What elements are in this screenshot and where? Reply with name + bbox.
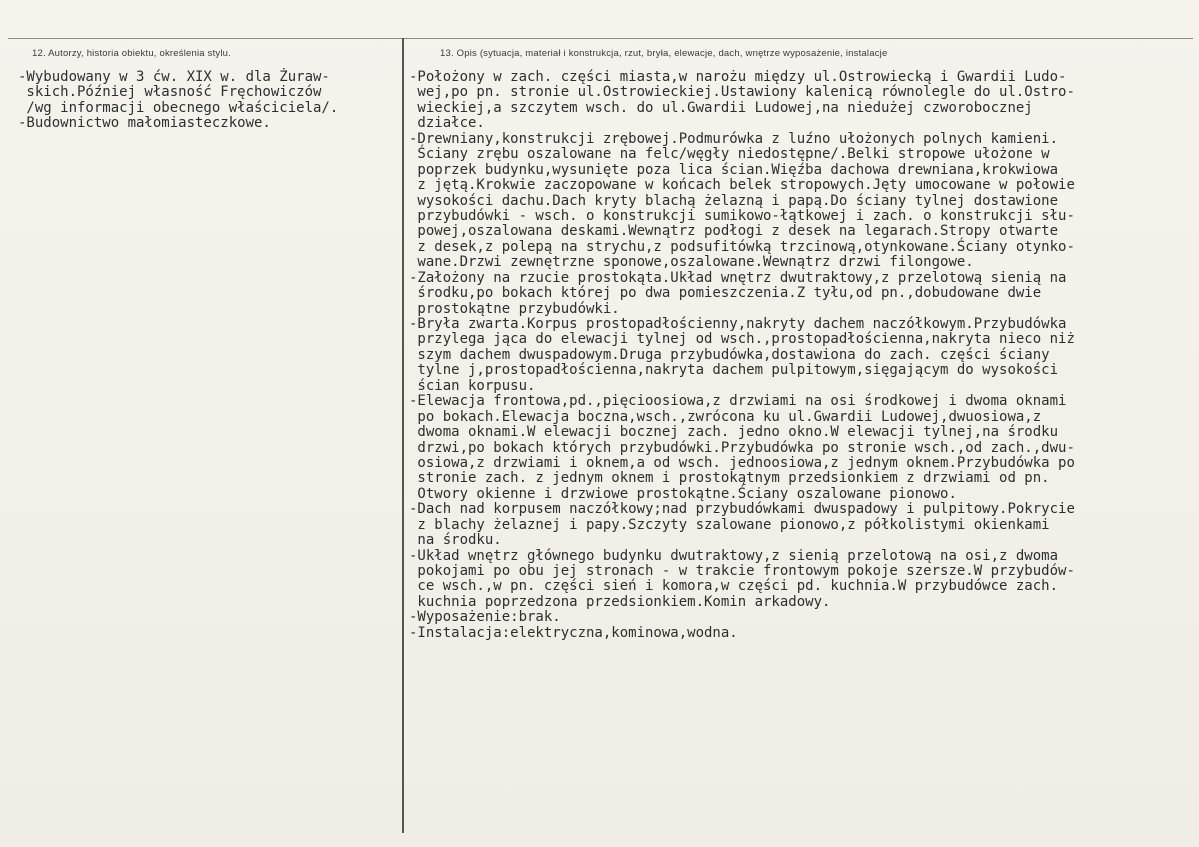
section-13-line: -Drewniany,konstrukcji zrębowej.Podmurówka z luźno ułożonych polnych kamieni. — [409, 130, 1059, 147]
section-12-heading: 12. Autorzy, historia obiektu, określenia stylu. — [32, 48, 231, 59]
section-13-line: przylega jąca do elewacji tylnej od wsch.,prostopadłościenna,nakryta nieco niż — [409, 331, 1075, 348]
section-12-line: -Wybudowany w 3 ćw. XIX w. dla Żuraw- — [18, 69, 330, 85]
column-divider — [402, 38, 404, 833]
section-13-line: pokojami po obu jej stronach - w trakcie frontowym pokoje szersze.W przybudów- — [409, 563, 1075, 579]
top-rule — [8, 38, 1193, 39]
section-12-line: skich.Później własność Fręchowiczów — [18, 84, 322, 101]
section-13-line: -Układ wnętrz głównego budynku dwutraktowy,z sienią przelotową na osi,z dwoma — [409, 547, 1059, 564]
section-13-heading: 13. Opis (sytuacja, materiał i konstrukcja, rzut, bryła, elewacje, dach, wnętrze wyposażenie, instalacje — [440, 48, 888, 59]
section-13-line: z desek,z polepą na strychu,z podsufitówką trzcinową,otynkowane.Ściany otynko- — [409, 238, 1075, 255]
section-13-line: z jętą.Krokwie zaczopowane w końcach belek stropowych.Jęty umocowane w połowie — [409, 177, 1075, 194]
section-13-line: ścian korpusu. — [409, 377, 536, 394]
section-13-line: powej,oszalowana deskami.Wewnątrz podłogi z desek na legarach.Stropy otwarte — [409, 223, 1059, 240]
section-13-line: po bokach.Elewacja boczna,wsch.,zwrócona ku ul.Gwardii Ludowej,dwuosiowa,z — [409, 408, 1042, 425]
section-13-line: -Bryła zwarta.Korpus prostopadłościenny,nakryty dachem naczółkowym.Przybudówka — [409, 316, 1067, 332]
section-13-line: przybudówki - wsch. o konstrukcji sumikowo-łątkowej i zach. o konstrukcji słu- — [409, 207, 1075, 224]
section-13-line: działce. — [409, 115, 485, 132]
section-13-line: ce wsch.,w pn. części sień i komora,w części pd. kuchnia.W przybudówce zach. — [409, 578, 1059, 595]
section-13-line: osiowa,z drzwiami i oknem,a od wsch. jednoosiowa,z jednym oknem.Przybudówka po — [409, 454, 1075, 471]
section-13-line: wane.Drzwi zewnętrzne sponowe,oszalowane.Wewnątrz drzwi filongowe. — [409, 254, 974, 271]
section-13-line: Otwory okienne i drzwiowe prostokątne.Ściany oszalowane pionowo. — [409, 485, 957, 502]
section-13-line: prostokątne przybudówki. — [409, 300, 620, 317]
section-13-line: kuchnia poprzedzona przedsionkiem.Komin arkadowy. — [409, 593, 831, 610]
section-12-line: /wg informacji obecnego właściciela/. — [18, 99, 339, 116]
section-13-line: na środku. — [409, 532, 502, 549]
section-13-line: wej,po pn. stronie ul.Ostrowieckiej.Ustawiony kalenicą równolegle do ul.Ostro- — [409, 84, 1075, 101]
section-13-line: środku,po bokach której po dwa pomieszczenia.Z tyłu,od pn.,dobudowane dwie — [409, 285, 1042, 302]
section-13-line: tylne j,prostopadłościenna,nakryta dachem pulpitowym,sięgającym do wysokości — [409, 362, 1059, 379]
section-13-line: dwoma oknami.W elewacji bocznej zach. jedno okno.W elewacji tylnej,na środku — [409, 424, 1059, 441]
section-13-line: -Dach nad korpusem naczółkowy;nad przybudówkami dwuspadowy i pulpitowy.Pokrycie — [409, 501, 1075, 518]
section-13-line: wysokości dachu.Dach kryty blachą żelazną i papą.Do ściany tylnej dostawione — [409, 192, 1059, 209]
section-13-line: Ściany zrębu oszalowane na felc/węgły niedostępne/.Belki stropowe ułożone w — [409, 146, 1050, 163]
section-13-line: szym dachem dwuspadowym.Druga przybudówka,dostawiona do zach. części ściany — [409, 346, 1050, 363]
section-13-line: z blachy żelaznej i papy.Szczyty szalowane pionowo,z półkolistymi okienkami — [409, 516, 1050, 533]
section-13-line: poprzek budynku,wysunięte poza lica ścian.Więźba dachowa drewniana,krokwiowa — [409, 161, 1059, 178]
section-13-line: -Instalacja:elektryczna,kominowa,wodna. — [409, 624, 738, 641]
section-13-line: stronie zach. z jednym oknem i prostokątnym przedsionkiem z drzwiami od pn. — [409, 470, 1050, 487]
section-13-line: wieckiej,a szczytem wsch. do ul.Gwardii Ludowej,na niedużej czworobocznej — [409, 99, 1033, 116]
section-13-line: drzwi,po bokach których przybudówki.Przybudówka po stronie wsch.,od zach.,dwu- — [409, 439, 1075, 456]
section-13-line: -Założony na rzucie prostokąta.Układ wnętrz dwutraktowy,z przelotową sienią na — [409, 269, 1067, 286]
section-12-line: -Budownictwo małomiasteczkowe. — [18, 115, 271, 132]
section-13-line: -Położony w zach. części miasta,w narożu między ul.Ostrowiecką i Gwardii Ludo- — [409, 69, 1067, 85]
section-13-text — [409, 70, 1194, 641]
section-13-line: -Elewacja frontowa,pd.,pięcioosiowa,z drzwiami na osi środkowej i dwoma oknami — [409, 393, 1067, 410]
section-12-text — [18, 70, 398, 132]
section-13-line: -Wyposażenie:brak. — [409, 609, 561, 626]
